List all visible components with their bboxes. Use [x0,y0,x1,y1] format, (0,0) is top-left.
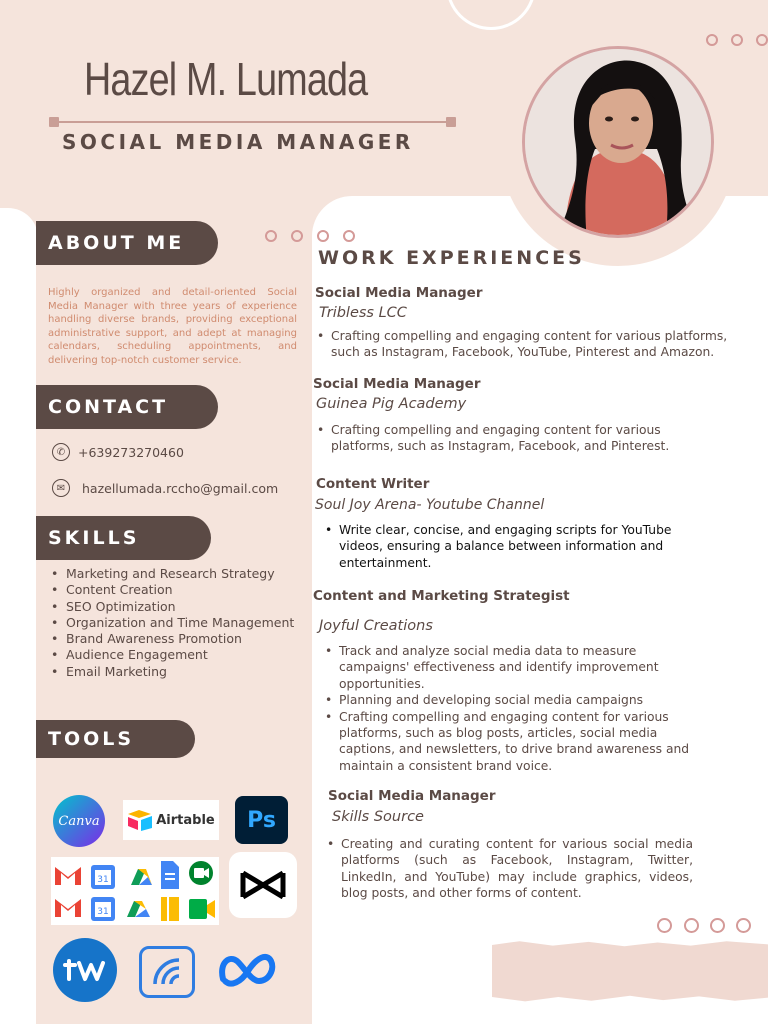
decorative-ring [756,34,768,46]
phone-number: +639273270460 [78,444,184,460]
job-bullets [323,643,693,774]
email-icon: ✉ [52,479,70,497]
google-meet-icon [189,861,215,919]
job-bullet: • Track and analyze social media data to measure campaigns' effectiveness and identify improvement opportunities. [323,643,693,692]
divider-end [49,117,59,127]
feedly-logo [139,946,195,998]
decorative-ring [731,34,743,46]
job-title: Social Media Manager [315,285,483,301]
job-bullet: • Creating and curating content for various social media platforms (such as Facebook, Instagram, Twitter, LinkedIn, and YouTube) may include graphics, videos, blog posts, and other forms of content. [325,836,693,902]
about-heading [36,221,218,265]
decorative-ring [343,230,355,242]
canva-logo-text: Canva [58,813,100,829]
about-heading-label: ABOUT ME [48,232,185,254]
contact-email [52,479,278,497]
person-name: Hazel M. Lumada [84,53,368,105]
profile-photo [522,46,714,238]
skills-heading-label: SKILLS [48,527,140,549]
decorative-ring [706,34,718,46]
job-role: SOCIAL MEDIA MANAGER [62,130,414,154]
tw-logo [53,938,117,1002]
skill-item: • Organization and Time Management [48,615,294,631]
photoshop-logo-text: Ps [247,807,276,833]
job-bullet: • Crafting compelling and engaging content for various platforms, such as blog posts, articles, social media captions, and newsletters, to drive brand awareness and maintain a consistent brand voice. [323,709,693,775]
airtable-logo-text: Airtable [156,812,215,828]
google-drive-icon [127,869,152,917]
decorative-ring [291,230,303,242]
contact-heading-label: CONTACT [48,396,169,418]
skill-item: • Audience Engagement [48,647,294,663]
job-bullets [315,422,700,455]
decorative-ring [684,918,699,933]
google-docs-icon [161,861,179,921]
google-workspace-logos [51,857,219,925]
job-title: Content Writer [316,476,430,492]
calendar-day: 31 [97,875,109,885]
gmail-icon [55,867,81,917]
meta-logo [213,946,283,992]
skill-item: • Brand Awareness Promotion [48,631,294,647]
phone-icon: ✆ [52,443,70,461]
divider-end [446,117,456,127]
skill-item: • Email Marketing [48,664,294,680]
contact-phone [52,443,184,461]
job-bullet: • Crafting compelling and engaging content for various platforms, such as Instagram, Facebook, and Pinterest. [315,422,700,455]
job-bullets [323,522,703,571]
decorative-ring [265,230,277,242]
job-company: Soul Joy Arena- Youtube Channel [315,497,545,513]
decorative-paper-strip [492,940,768,1002]
header-divider [54,121,452,123]
job-bullet: • Write clear, concise, and engaging scripts for YouTube videos, ensuring a balance between information and entertainment. [323,522,703,571]
skill-item: • Content Creation [48,582,294,598]
job-bullets [315,328,745,361]
email-address: hazellumada.rccho@gmail.com [82,480,279,496]
job-company: Joyful Creations [319,618,433,634]
job-company: Guinea Pig Academy [316,396,467,412]
job-bullet: • Planning and developing social media campaigns [323,692,693,708]
work-heading: WORK EXPERIENCES [318,247,585,269]
about-text: Highly organized and detail-oriented Social Media Manager with three years of experience handling diverse brands, providing exceptional administrative support, and adept at managing calendars, scheduling appointments, and delivering top-notch customer service. [48,287,297,366]
skill-item: • SEO Optimization [48,599,294,615]
airtable-icon [127,809,153,831]
job-title: Social Media Manager [313,376,481,392]
skill-item: • Marketing and Research Strategy [48,566,294,582]
skills-heading [36,516,211,560]
photoshop-logo [235,796,288,844]
decorative-ring [317,230,329,242]
contact-heading [36,385,218,429]
tools-heading-label: TOOLS [48,728,135,750]
skills-list [48,566,294,680]
job-company: Tribless LCC [319,305,407,321]
google-calendar-icon [91,865,115,921]
job-company: Skills Source [332,809,424,825]
job-title: Social Media Manager [328,788,496,804]
job-title: Content and Marketing Strategist [313,588,570,604]
tools-heading [36,720,195,758]
calendar-day: 31 [97,907,109,917]
canva-logo [53,795,105,847]
job-bullets [325,836,693,902]
capcut-logo [229,852,297,918]
airtable-logo [123,800,219,840]
white-panel-left [0,208,38,1024]
decorative-ring [710,918,725,933]
decorative-ring [736,918,751,933]
job-bullet: • Crafting compelling and engaging content for various platforms, such as Instagram, Facebook, YouTube, Pinterest and Amazon. [315,328,745,361]
decorative-ring [657,918,672,933]
decorative-circle [446,0,536,30]
